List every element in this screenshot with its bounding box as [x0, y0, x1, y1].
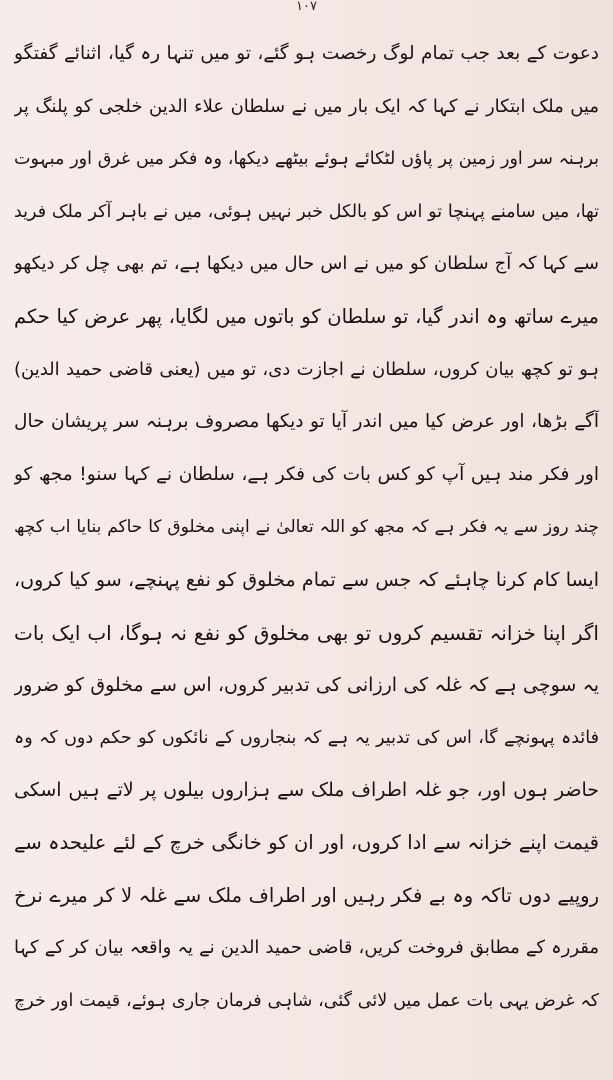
text-line: روپیے دوں تاکہ وہ بے فکر رہیں اور اطراف ملک سے غلہ لا کر میرے نرخ [14, 883, 599, 907]
text-line: حاضر ہوں اور، جو غلہ اطراف ملک سے ہزاروں بیلوں پر لاتے ہیں اسکی [14, 779, 599, 802]
text-line: یہ سوچی ہے کہ غلہ کی ارزانی کی تدبیر کروں، اس سے مخلوق کو ضرور [14, 674, 599, 697]
text-line: آگے بڑھا، اور عرض کیا میں اندر آیا تو دیکھا مصروف برہنہ سر پریشان حال [14, 411, 599, 433]
text-line: قیمت اپنے خزانہ سے ادا کروں، اور ان کو خانگی خرچ کے لئے علیحدہ سے [14, 830, 599, 854]
text-line: برہنہ سر اور زمین پر پاؤں لٹکائے ہوئے بیٹھے دیکھا، وہ فکر میں غرق اور مبہوت [14, 149, 599, 170]
text-line: کہ غرض یہی بات عمل میں لائی گئی، شاہی فرمان جاری ہوئے، قیمت اور خرچ [14, 990, 599, 1011]
text-line: ایسا کام کرنا چاہئے کہ جس سے تمام مخلوق کو نفع پہنچے، سو کیا کروں، [14, 568, 599, 591]
text-line: ہو تو کچھ بیان کروں، سلطان نے اجازت دی، تو میں (یعنی قاضی حمید الدین) [14, 358, 599, 380]
text-line: مقررہ کے مطابق فروخت کریں، قاضی حمید الدین نے یہ واقعہ بیان کر کے کہا [14, 937, 599, 959]
text-line: فائدہ پہونچے گا، اس کی تدبیر یہ ہے کہ بنجاروں کے نائکوں کو حکم دوں کہ وہ [14, 727, 599, 748]
text-body [14, 28, 599, 1027]
text-line: اگر اپنا خزانہ تقسیم کروں تو بھی مخلوق کو نفع نہ ہوگا، اب ایک بات [14, 620, 599, 645]
text-line: دعوت کے بعد جب تمام لوگ رخصت ہو گئے، تو میں تنہا رہ گیا، اثنائے گفتگو [14, 43, 599, 64]
text-line: تھا، میں سامنے پہنچا تو اس کو بالکل خبر نہیں ہوئی، میں نے باہر آکر ملک فرید [14, 201, 599, 222]
page-number: ۱۰۷ [296, 0, 317, 12]
text-line: میں ملک ابتکار نے کہا کہ ایک بار میں نے سلطان علاء الدین خلجی کو پلنگ پر [14, 95, 599, 117]
text-line: چند روز سے یہ فکر ہے کہ مجھ کو اللہ تعالیٰ نے اپنی مخلوق کا حاکم بنایا اب کچھ [14, 517, 599, 538]
text-line: اور فکر مند ہیں آپ کو کس بات کی فکر ہے، سلطان نے کہا سنو! مجھ کو [14, 463, 599, 485]
text-line: میرے ساتھ وہ اندر گیا، تو سلطان کو باتوں میں لگایا، پھر عرض کیا حکم [14, 304, 599, 328]
text-line: سے کہا کہ آج سلطان کو میں نے اس حال میں دیکھا ہے، تم بھی چل کر دیکھو [14, 253, 599, 275]
